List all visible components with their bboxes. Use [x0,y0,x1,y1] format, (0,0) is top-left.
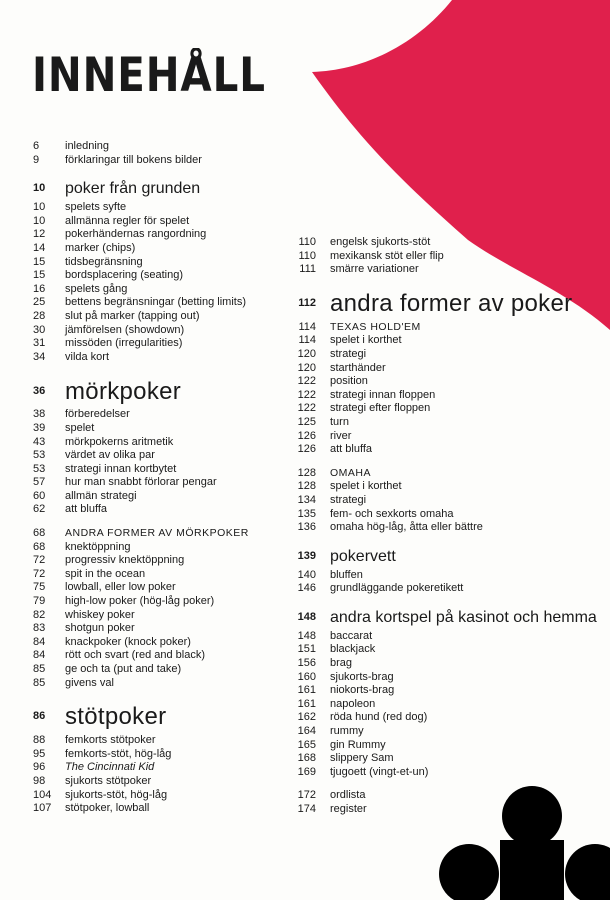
page-number: 25 [33,296,46,309]
toc-entry [33,503,249,517]
page-number: 156 [297,657,316,670]
page-number: 39 [33,421,46,434]
toc-entry [33,677,249,691]
page-number: 9 [33,153,40,166]
page-number: 172 [297,789,316,802]
page-number: 34 [33,350,46,363]
toc-entry [286,236,597,250]
toc-title: high-low poker (hög-låg poker) [65,595,215,608]
toc-title: whiskey poker [65,608,135,621]
toc-title: register [330,803,367,815]
toc-entry [33,269,249,283]
toc-entry [286,362,597,376]
toc-entry [286,684,597,698]
toc-entry [33,310,249,324]
toc-section [286,606,597,630]
toc-entry [286,250,597,264]
toc-title: turn [330,415,349,428]
toc-title: spelets syfte [65,201,127,214]
toc-title: tidsbegränsning [65,255,143,268]
toc-entry [286,569,597,583]
toc-entry [286,739,597,753]
toc-title: inledning [65,140,110,152]
toc-title: röda hund (red dog) [330,711,428,724]
toc-entry [286,521,597,535]
toc-entry [33,663,249,677]
toc-entry [33,422,249,436]
toc-title: tjugoett (vingt-et-un) [330,765,429,778]
toc-entry [33,568,249,582]
toc-title: strategi innan floppen [330,388,436,401]
page-number: 136 [297,521,316,534]
toc-title: The Cincinnati Kid [65,761,155,774]
toc-title: vilda kort [65,350,110,363]
toc-entry [286,789,597,803]
toc-entry [33,761,249,775]
page-number: 169 [297,765,316,778]
toc-entry [286,402,597,416]
toc-title: bordsplacering (seating) [65,269,184,282]
toc-title: slut på marker (tapping out) [65,309,200,322]
toc-title: missöden (irregularities) [65,337,183,350]
toc-entry [33,215,249,229]
toc-spacer [286,779,597,789]
toc-title: shotgun poker [65,622,135,635]
page-title: INNEHÅLL [32,48,266,103]
toc-title: slippery Sam [330,752,394,765]
page-number: 79 [33,595,46,608]
toc-title: brag [330,657,353,670]
toc-entry [286,334,597,348]
toc-chapter [286,287,597,321]
toc-title: allmän strategi [65,489,137,502]
page-number: 148 [297,611,316,624]
page-number: 14 [33,241,46,254]
toc-title: femkorts stötpoker [65,734,156,747]
page-number: 10 [33,182,46,195]
toc-entry [286,766,597,780]
page-number: 110 [298,249,316,262]
toc-entry [286,643,597,657]
toc-entry [33,337,249,351]
toc-title: förberedelser [65,408,130,421]
page-number: 85 [33,663,46,675]
toc-title: knackpoker (knock poker) [65,635,191,648]
page-number: 28 [33,309,46,322]
page-number: 10 [33,201,46,214]
toc-title: ANDRA FORMER AV MÖRKPOKER [65,527,249,540]
toc-title: stötpoker, lowball [65,802,150,815]
toc-entry [33,283,249,297]
toc-entry [33,802,249,816]
page-number: 161 [297,684,316,697]
toc-entry [33,296,249,310]
toc-entry [286,494,597,508]
toc-entry [286,263,597,277]
toc-entry [33,609,249,623]
toc-title: napoleon [330,697,376,710]
toc-title: gin Rummy [330,738,386,751]
page-number: 164 [297,725,316,738]
toc-title: baccarat [330,629,373,642]
toc-entry [286,480,597,494]
page-number: 53 [33,449,46,462]
toc-title: allmänna regler för spelet [65,214,190,227]
page-number: 95 [33,747,46,760]
toc-spacer [286,457,597,467]
toc-entry [33,154,249,168]
toc-title: spelets gång [65,282,128,295]
toc-title: jämförelsen (showdown) [65,323,185,336]
toc-entry [33,748,249,762]
toc-title: sjukorts-brag [330,670,394,683]
page-number: 107 [33,802,52,815]
page-number: 128 [297,466,316,479]
toc-spacer [33,364,249,374]
toc-entry [286,430,597,444]
toc-entry [33,476,249,490]
toc-entry [286,752,597,766]
page-number: 6 [33,140,40,152]
toc-entry [33,490,249,504]
toc-title: pokervett [330,547,396,565]
toc-entry [286,698,597,712]
page-number: 162 [297,711,316,724]
page-number: 168 [297,752,316,765]
toc-entry [33,201,249,215]
toc-entry [33,595,249,609]
page-number: 110 [298,236,316,248]
toc-entry [33,449,249,463]
toc-title: progressiv knektöppning [65,554,185,567]
toc-title: bettens begränsningar (betting limits) [65,296,246,309]
toc-title: värdet av olika par [65,449,155,462]
page-number: 83 [33,622,46,635]
toc-subhead [286,467,597,481]
toc-title: mörkpoker [65,377,182,405]
page-number: 165 [297,738,316,751]
toc-entry [33,581,249,595]
toc-title: TEXAS HOLD'EM [330,320,421,333]
toc-title: strategi [330,493,367,506]
toc-title: andra kortspel på kasinot och hemma [330,609,597,627]
toc-spacer [286,535,597,545]
toc-entry [33,541,249,555]
toc-title: spelet i korthet [330,334,402,347]
toc-entry [286,443,597,457]
toc-title: att bluffa [65,503,107,516]
page-number: 160 [297,670,316,683]
toc-title: bluffen [330,568,363,581]
toc-chapter [33,700,249,734]
toc-title: fem- och sexkorts omaha [330,507,454,520]
page-number: 161 [297,697,316,710]
toc-title: OMAHA [330,466,372,479]
page-number: 126 [297,443,316,456]
toc-entry [286,711,597,725]
page-number: 88 [33,734,46,747]
toc-entry [33,228,249,242]
page-number: 114 [298,334,316,347]
toc-title: grundläggande pokeretikett [330,582,464,595]
toc-entry [286,416,597,430]
toc-entry [33,649,249,663]
page-number: 60 [33,489,46,502]
toc-entry [286,630,597,644]
toc-title: sjukorts-stöt, hög-låg [65,788,168,801]
page-number: 134 [297,493,316,506]
toc-entry [286,725,597,739]
page-number: 30 [33,323,46,336]
toc-subhead [33,527,249,541]
page-number: 38 [33,408,46,421]
page-number: 82 [33,608,46,621]
toc-title: river [330,429,352,442]
page-number: 114 [298,320,316,333]
toc-spacer [33,517,249,527]
page-number: 125 [297,415,316,428]
page-number: 86 [33,710,46,723]
page-number: 122 [297,375,316,388]
page-number: 84 [33,635,46,648]
toc-section [286,545,597,569]
toc-title: andra former av poker [330,289,573,317]
page-number: 68 [33,527,46,540]
page-number: 36 [33,384,46,397]
toc-entry [286,375,597,389]
toc-title: blackjack [330,643,376,656]
toc-entry [33,734,249,748]
page-number: 104 [33,788,52,801]
toc-entry [286,348,597,362]
page-number: 16 [33,282,46,295]
page-number: 84 [33,649,46,662]
page-number: 128 [297,480,316,493]
toc-chapter [33,374,249,408]
page-number: 151 [297,643,316,656]
toc-entry [33,463,249,477]
page-number: 148 [297,629,316,642]
toc-spacer [33,690,249,700]
page-number: 139 [297,549,316,562]
toc-entry [33,351,249,365]
toc-entry [33,789,249,803]
toc-entry [33,622,249,636]
page-number: 146 [297,582,316,595]
page-number: 15 [33,269,46,282]
toc-entry [33,436,249,450]
toc-title: rummy [330,725,364,738]
toc-spacer [33,167,249,177]
toc-title: niokorts-brag [330,684,395,697]
toc-title: position [330,375,368,388]
toc-title: givens val [65,676,114,689]
toc-title: spit in the ocean [65,567,146,580]
toc-entry [286,803,597,817]
toc-title: mexikansk stöt eller flip [330,249,444,262]
page-number: 122 [297,388,316,401]
toc-title: smärre variationer [330,263,419,276]
page-number: 62 [33,503,46,516]
toc-entry [286,389,597,403]
page-number: 96 [33,761,46,774]
page-number: 53 [33,462,46,475]
toc-left-column [33,140,249,816]
page-number: 135 [297,507,316,520]
toc-title: strategi efter floppen [330,402,431,415]
toc-entry [33,636,249,650]
toc-entry [33,775,249,789]
toc-entry [286,657,597,671]
page-number: 57 [33,476,46,489]
page-number: 68 [33,540,46,553]
toc-title: ge och ta (put and take) [65,663,182,675]
toc-title: engelsk sjukorts-stöt [330,236,431,248]
page-number: 140 [297,568,316,581]
toc-title: starthänder [330,361,386,374]
toc-title: lowball, eller low poker [65,581,176,594]
toc-title: rött och svart (red and black) [65,649,206,662]
toc-entry [33,324,249,338]
toc-title: marker (chips) [65,241,136,254]
page-number: 120 [297,361,316,374]
toc-entry [33,140,249,154]
page-number: 126 [297,429,316,442]
toc-title: mörkpokerns aritmetik [65,435,174,448]
page-number: 72 [33,554,46,567]
toc-title: att bluffa [330,443,372,456]
page-number: 12 [33,228,46,241]
toc-title: pokerhändernas rangordning [65,228,207,241]
page-number: 43 [33,435,46,448]
page-number: 174 [297,803,316,815]
toc-title: ordlista [330,789,366,802]
toc-entry [33,242,249,256]
toc-subhead [286,321,597,335]
toc-entry [286,508,597,522]
toc-right-column [286,236,597,817]
toc-title: strategi innan kortbytet [65,462,177,475]
toc-title: sjukorts stötpoker [65,774,152,787]
page-number: 31 [33,337,46,350]
toc-title: knektöppning [65,540,131,553]
toc-entry [33,408,249,422]
toc-section [33,177,249,201]
page-number: 112 [298,296,316,309]
toc-title: stötpoker [65,703,167,731]
toc-title: spelet [65,421,95,434]
toc-title: strategi [330,347,367,360]
page-number: 10 [33,214,46,227]
toc-entry [286,671,597,685]
toc-entry [33,256,249,270]
toc-title: spelet i korthet [330,480,402,493]
toc-title: femkorts-stöt, hög-låg [65,747,172,760]
toc-title: poker från grunden [65,180,201,198]
page-number: 72 [33,567,46,580]
toc-spacer [286,596,597,606]
toc-entry [286,582,597,596]
page-number: 98 [33,774,46,787]
page-number: 122 [297,402,316,415]
page-number: 85 [33,676,46,689]
page-number: 120 [297,347,316,360]
toc-spacer [286,277,597,287]
page-number: 15 [33,255,46,268]
toc-title: hur man snabbt förlorar pengar [65,476,217,489]
page-number: 111 [299,263,316,276]
page-number: 75 [33,581,46,594]
toc-title: förklaringar till bokens bilder [65,153,202,166]
toc-entry [33,554,249,568]
toc-title: omaha hög-låg, åtta eller bättre [330,521,483,534]
